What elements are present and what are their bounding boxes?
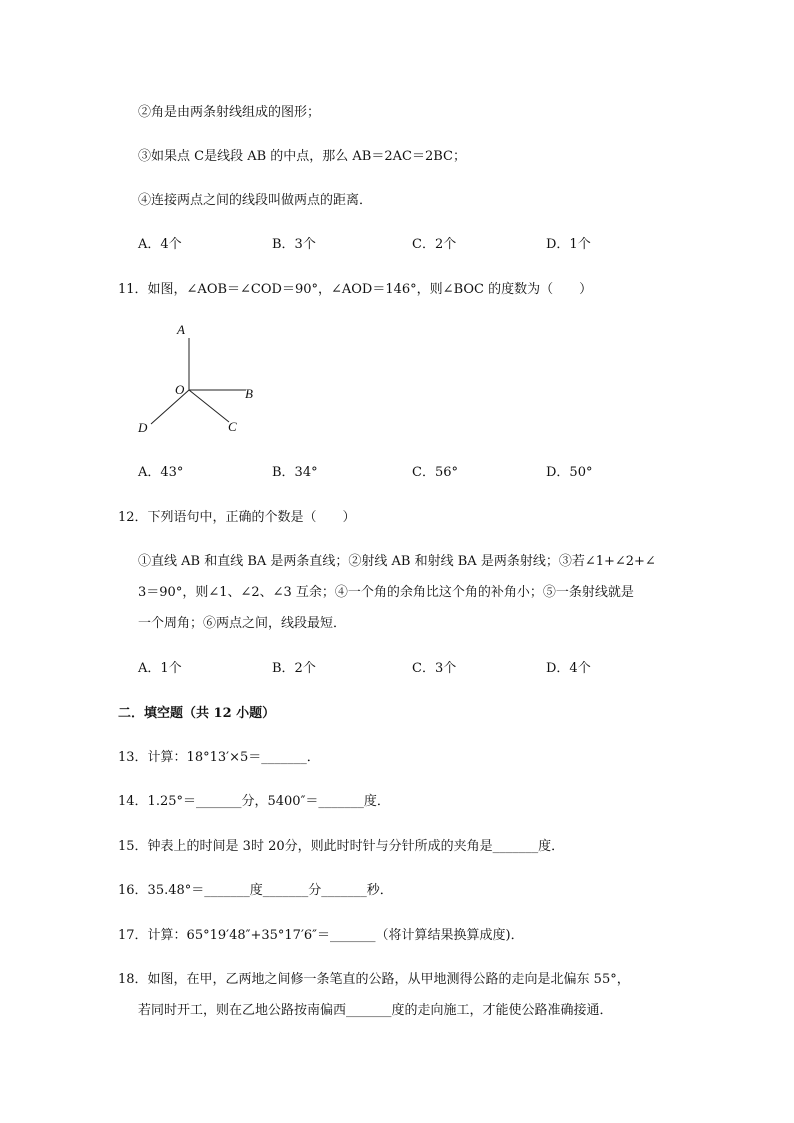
section2-heading: 二．填空题（共 12 小题） — [118, 706, 276, 721]
q10-option-b: B．3个 — [272, 237, 316, 252]
q11-option-c: C．56° — [412, 465, 458, 480]
q10-option-c: C．2个 — [412, 237, 457, 252]
statement-2: ②角是由两条射线组成的图形； — [138, 105, 321, 120]
label-b: B — [245, 386, 253, 401]
q11-option-d: D．50° — [546, 465, 593, 480]
label-a: A — [177, 322, 185, 337]
q12-body-line2: 3＝90°，则∠1、∠2、∠3 互余；④一个角的余角比这个角的补角小；⑤一条射线就是 — [138, 585, 634, 600]
q12-body-line1: ①直线 AB 和直线 BA 是两条直线；②射线 AB 和射线 BA 是两条射线；③若∠1+∠2+∠ — [138, 554, 656, 569]
q11-option-a: A．43° — [138, 465, 184, 480]
statement-3: ③如果点 C是线段 AB 的中点，那么 AB＝2AC＝2BC； — [138, 149, 466, 164]
statement-4: ④连接两点之间的线段叫做两点的距离． — [138, 193, 373, 208]
ray-oc — [189, 390, 229, 422]
q10-option-a: A．4个 — [138, 237, 182, 252]
q15: 15．钟表上的时间是 3时 20分，则此时时针与分针所成的夹角是_______度． — [118, 839, 565, 854]
q11-option-b: B．34° — [272, 465, 318, 480]
q11-stem: 11．如图，∠AOB＝∠COD＝90°，∠AOD＝146°，则∠BOC 的度数为（ ） — [118, 282, 593, 297]
q12-option-d: D．4个 — [546, 661, 591, 676]
q12-option-c: C．3个 — [412, 661, 457, 676]
q14: 14．1.25°＝_______分，5400″＝_______度． — [118, 794, 390, 809]
label-o: O — [175, 382, 185, 397]
q13: 13．计算：18°13′×5＝_______． — [118, 750, 320, 765]
q10-option-d: D．1个 — [546, 237, 591, 252]
q18-line2: 若同时开工，则在乙地公路按南偏西_______度的走向施工，才能使公路准确接通． — [138, 1003, 613, 1018]
q12-body-line3: 一个周角；⑥两点之间，线段最短． — [138, 616, 347, 631]
q17: 17．计算：65°19′48″+35°17′6″＝_______（将计算结果换算成度)． — [118, 928, 524, 943]
angle-figure — [128, 318, 278, 438]
label-d: D — [138, 420, 148, 435]
q12-option-b: B．2个 — [272, 661, 316, 676]
label-c: C — [228, 419, 237, 434]
q12-option-a: A．1个 — [138, 661, 182, 676]
q18-line1: 18．如图，在甲，乙两地之间修一条笔直的公路，从甲地测得公路的走向是北偏东 55°， — [118, 972, 630, 987]
q16: 16．35.48°＝_______度_______分_______秒． — [118, 883, 393, 898]
q12-stem: 12．下列语句中，正确的个数是（ ） — [118, 510, 356, 525]
